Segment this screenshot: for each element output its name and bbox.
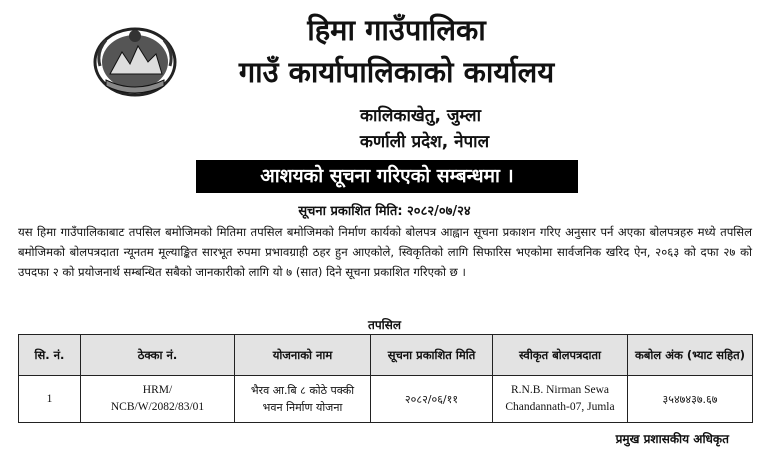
office-province: कर्णाली प्रदेश, नेपाल xyxy=(359,132,490,152)
signature-title: प्रमुख प्रशासकीय अधिकृत xyxy=(615,432,729,446)
cell-contract-line2: NCB/W/2082/83/01 xyxy=(110,401,205,413)
cell-contract xyxy=(81,376,235,423)
details-table xyxy=(18,334,753,423)
table-row xyxy=(19,376,753,423)
header-bidder: स्वीकृत बोलपत्रदाता xyxy=(493,335,628,376)
header-notice-date: सूचना प्रकाशित मिति xyxy=(371,335,493,376)
header-project: योजनाको नाम xyxy=(235,335,371,376)
office-title: हिमा गाउँपालिका xyxy=(307,13,486,47)
cell-notice-date: २०८२/०६/११ xyxy=(371,376,493,423)
publish-date: सूचना प्रकाशित मिति: २०८२/०७/२४ xyxy=(298,204,471,219)
header-amount: कबोल अंक (भ्याट सहित) xyxy=(628,335,753,376)
section-title: तपसिल xyxy=(367,318,401,332)
table-header-row xyxy=(19,335,753,376)
cell-contract-line1: HRM/ xyxy=(142,384,173,396)
header-contract: ठेक्का नं. xyxy=(81,335,235,376)
cell-amount: ३५४७४३७.६७ xyxy=(628,376,753,423)
cell-project xyxy=(235,376,371,423)
notice-body: यस हिमा गाउँपालिकाबाट तपसिल बमोजिमको मितिमा तपसिल बमोजिमको निर्माण कार्यको बोलपत्र आह्वान सूचना प्रकाशन गरिए अनुसार पर्न अएका बोलपत्रहरु मध्ये तपसिल बमोजिमको बोलपत्रदाता न्यूनतम मूल्याङ्कित सारभूत रुपमा प्रभावग्राही ठहर हुन आएकोले, स्विकृतिको लागि सिफारिस भएकोमा सार्वजनिक खरिद ऐन, २०६३ को दफा २७ को उपदफा २ को प्रयोजनार्थ सम्बन्धित सबैको जानकारीको लागि यो ७ (सात) दिने सूचना प्रकाशित गरिएको छ । xyxy=(18,225,752,279)
header-sn: सि. नं. xyxy=(19,335,81,376)
office-subtitle: गाउँ कार्यापालिकाको कार्यालय xyxy=(238,55,555,89)
cell-bidder-line1: R.N.B. Nirman Sewa xyxy=(510,384,610,396)
cell-sn: 1 xyxy=(19,376,81,423)
cell-project-line2: भवन निर्माण योजना xyxy=(262,401,343,414)
office-address: कालिकाखेतु, जुम्ला xyxy=(360,106,481,126)
cell-bidder-line2: Chandannath-07, Jumla xyxy=(505,401,615,413)
notice-banner: आशयको सूचना गरिएको सम्बन्धमा । xyxy=(196,160,578,193)
cell-bidder xyxy=(493,376,628,423)
cell-project-line1: भैरव आ.बि ८ कोठे पक्की xyxy=(250,384,355,397)
